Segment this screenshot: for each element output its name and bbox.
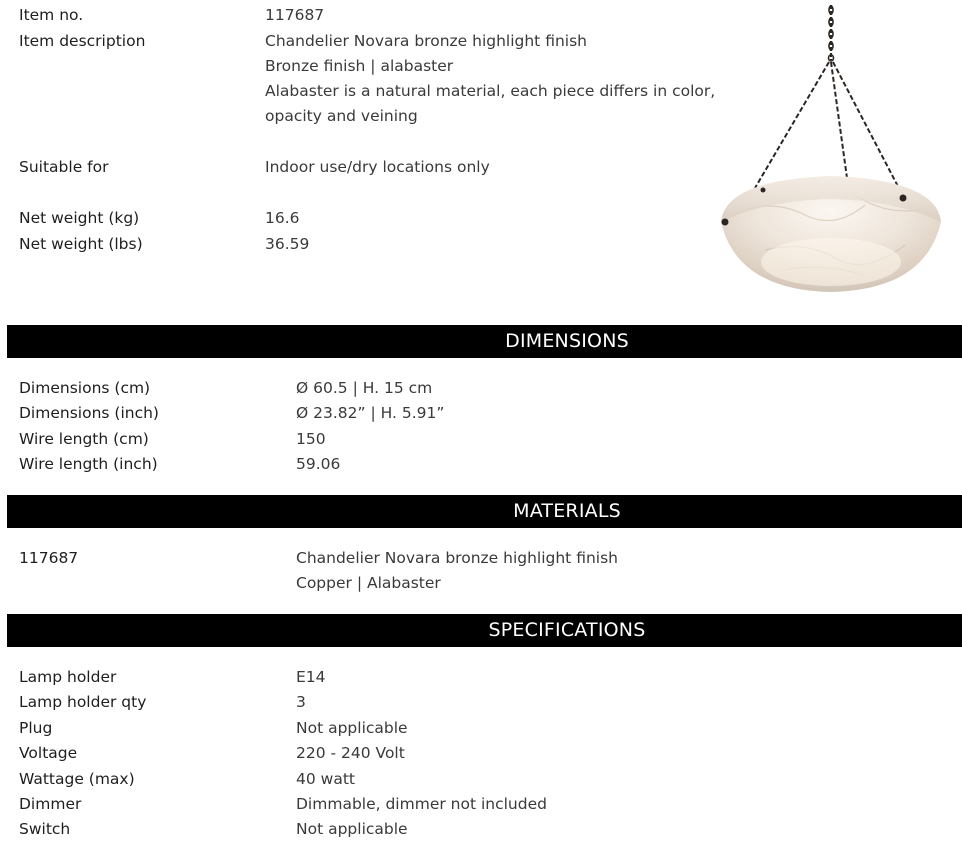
spec-label: Voltage: [19, 744, 78, 762]
spec-label: Wattage (max): [19, 770, 135, 788]
item-no-value: 117687: [265, 6, 325, 24]
net-weight-lbs-label: Net weight (lbs): [19, 235, 143, 253]
dimensions-section-header: [7, 325, 962, 358]
spec-label: Plug: [19, 719, 53, 737]
suitable-for-label: Suitable for: [19, 158, 109, 176]
dimensions-heading: DIMENSIONS: [505, 330, 629, 352]
materials-heading: MATERIALS: [513, 500, 621, 522]
net-weight-kg-value: 16.6: [265, 209, 300, 227]
dimension-value: 150: [296, 430, 326, 448]
item-description-label: Item description: [19, 32, 146, 50]
spec-value: 220 - 240 Volt: [296, 744, 405, 762]
spec-value: 3: [296, 693, 306, 711]
suitable-for-value: Indoor use/dry locations only: [265, 158, 490, 176]
material-line-1: Chandelier Novara bronze highlight finish: [296, 549, 618, 567]
specifications-section-header: [7, 614, 962, 647]
net-weight-lbs-value: 36.59: [265, 235, 310, 253]
spec-value: Not applicable: [296, 719, 408, 737]
spec-value: 40 watt: [296, 770, 355, 788]
alabaster-chandelier-image: [715, 0, 947, 300]
dimension-label: Wire length (inch): [19, 455, 158, 473]
spec-label: Dimmer: [19, 795, 82, 813]
item-description-line-4: opacity and veining: [265, 107, 418, 125]
spec-label: Lamp holder: [19, 668, 117, 686]
item-no-label: Item no.: [19, 6, 84, 24]
dimension-label: Dimensions (inch): [19, 404, 159, 422]
specifications-heading: SPECIFICATIONS: [488, 619, 646, 641]
dimension-value: Ø 60.5 | H. 15 cm: [296, 379, 433, 397]
dimension-value: 59.06: [296, 455, 341, 473]
net-weight-kg-label: Net weight (kg): [19, 209, 140, 227]
item-description-line-2: Bronze finish | alabaster: [265, 57, 454, 75]
item-description-line-3: Alabaster is a natural material, each piece differs in color,: [265, 82, 716, 100]
dimension-label: Dimensions (cm): [19, 379, 151, 397]
item-description-line-1: Chandelier Novara bronze highlight finish: [265, 32, 587, 50]
spec-value: Not applicable: [296, 820, 408, 838]
spec-label: Lamp holder qty: [19, 693, 147, 711]
spec-value: Dimmable, dimmer not included: [296, 795, 547, 813]
material-line-2: Copper | Alabaster: [296, 574, 441, 592]
materials-section-header: [7, 495, 962, 528]
dimension-value: Ø 23.82” | H. 5.91”: [296, 404, 445, 422]
spec-value: E14: [296, 668, 326, 686]
material-code: 117687: [19, 549, 79, 567]
dimension-label: Wire length (cm): [19, 430, 149, 448]
spec-label: Switch: [19, 820, 71, 838]
